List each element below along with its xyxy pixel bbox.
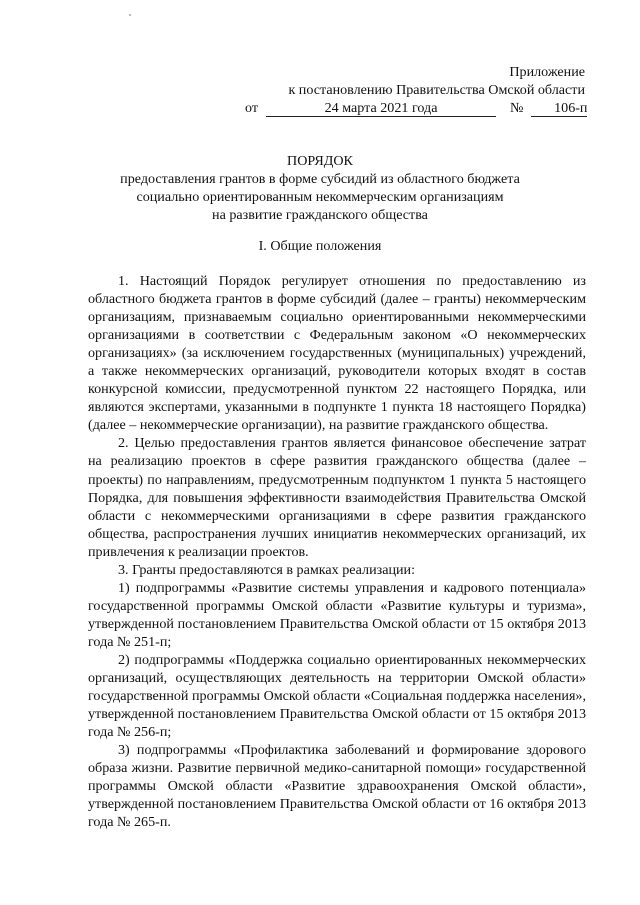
subitem-3: 3) подпрограммы «Профилактика заболеваний и формирование здорового образа жизни. Развитие первичной медико-санитарной помощи» государственной программы Омской области «Развитие здравоохранения Омской области», утвержденной постановлением Правительства Омской области от 16 октября 2013 года № 265-п. (88, 742, 586, 831)
number-label: № (510, 100, 524, 116)
attachment-block (245, 63, 588, 117)
subtitle-line: социально ориентированным некоммерческим организациям (136, 189, 504, 205)
scan-speck (129, 14, 131, 16)
attachment-resolution: к постановлению Правительства Омской области (288, 82, 585, 98)
section-heading: I. Общие положения (258, 238, 382, 254)
subitem-2: 2) подпрограммы «Поддержка социально ориентированных некоммерческих организаций, осуществляющих деятельность на территории Омской области» государственной программы Омской области «Социальная поддержка населения», утвержденной постановлением Правительства Омской области от 15 октября 2013 года № 256-п; (88, 651, 586, 741)
paragraph-1: 1. Настоящий Порядок регулирует отношения по предоставлению из областного бюджета грантов в форме субсидий (далее – гранты) некоммерческим организациям, признаваемым социально ориентированными некоммерческими организациями в соответствии с Федеральным законом «О некоммерческих организациях» (за исключением государственных (муниципальных) учреждений, а также некоммерческих организаций, руководители которых входят в состав конкурсной комиссии, предусмотренной пунктом 22 настоящего Порядка, или являются экспертами, указанными в подпункте 1 пункта 18 настоящего Порядка) (далее – некоммерческие организации), на развитие гражданского общества. (88, 273, 586, 434)
paragraph-3: 3. Гранты предоставляются в рамках реализации: (118, 561, 415, 578)
attachment-title: Приложение (509, 64, 585, 80)
from-label: от (245, 100, 259, 116)
document-title: ПОРЯДОК (287, 153, 353, 169)
subtitle-line: на развитие гражданского общества (212, 207, 428, 223)
subitem-1: 1) подпрограммы «Развитие системы управления и кадрового потенциала» государственной программы Омской области «Развитие культуры и туризма», утвержденной постановлением Правительства Омской области от 15 октября 2013 года № 251-п; (88, 579, 586, 650)
resolution-date: 24 марта 2021 года (266, 101, 496, 117)
paragraph-2: 2. Целью предоставления грантов является финансовое обеспечение затрат на реализацию проектов в сфере развития гражданского общества (далее – проекты) по направлениям, предусмотренным подпунктом 1 пункта 5 настоящего Порядка, для повышения эффективности взаимодействия Правительства Омской области с некоммерческими организациями в сфере развития гражданского общества, распространения лучших инициатив некоммерческих организаций, их привлечения к реализации проектов. (88, 435, 586, 560)
subtitle-line: предоставления грантов в форме субсидий из областного бюджета (120, 171, 520, 187)
document-body (88, 272, 586, 831)
attachment-date-line (245, 99, 588, 117)
resolution-number: 106-п (531, 101, 587, 117)
document-subtitle (0, 170, 640, 224)
